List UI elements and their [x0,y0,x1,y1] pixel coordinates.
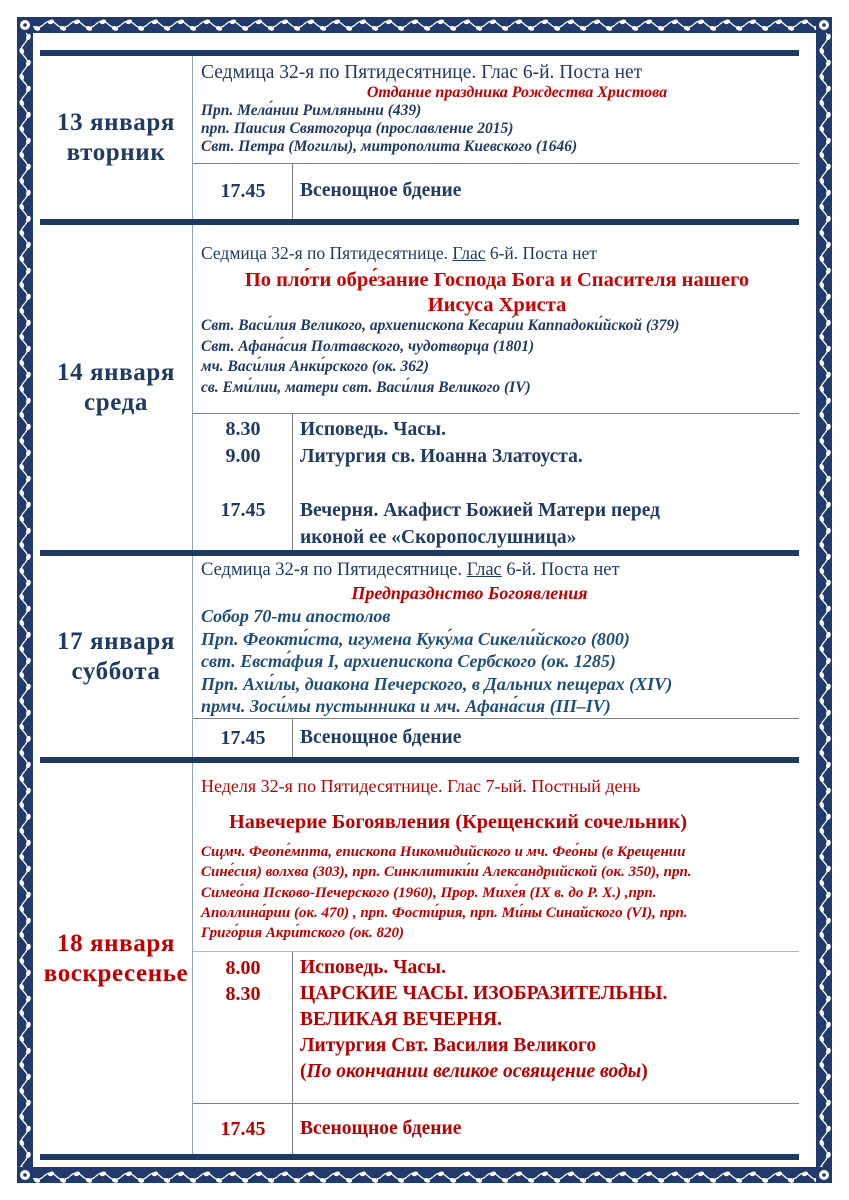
saint-line: свт. Евста́фия I, архиепископа Сербского (ок. 1285) [201,651,616,671]
service-line: ЦАРСКИЕ ЧАСЫ. ИЗОБРАЗИТЕЛЬНЫ. [300,983,668,1004]
service-description [293,981,667,1085]
service-block [193,413,799,550]
note-paren-close: ) [641,1061,648,1082]
service-description [293,727,461,750]
saint-line: Симео́на Псково-Печерского (1960), Прор. Михе́я (IX в. до Р. Х.) ,прп. [201,884,657,901]
day-content [193,225,799,550]
week-header-tone: 6-й. Поста нет [501,560,620,580]
service-row [193,416,799,443]
week-header-tone: 6-й. Поста нет [518,62,643,83]
saint-line: Прп. Мела́нии Римляныни (439) [201,102,422,119]
service-block [193,718,799,757]
glas-label: Глас [452,243,486,263]
feast-title: Навечерие Богоявления (Крещенский сочельник) [229,811,687,833]
saint-line: Свт. Петра (Могилы), митрополита Киевского (1646) [201,138,578,155]
service-line: Исповедь. Часы. [300,419,446,440]
week-header-tone: 6-й. Поста нет [485,243,597,263]
service-description [293,416,446,443]
service-description [293,497,660,551]
feast-title: По пло́ти обре́зание Господа Бога и Спасителя нашего [244,269,750,291]
service-time: 9.00 [225,445,261,467]
saint-line: Собор 70-ти апостолов [201,606,391,626]
date-label: 18 января [56,929,175,957]
border-left [17,17,33,1183]
day-14-january [40,225,799,550]
service-line: иконой ее «Скоропослушница» [300,527,577,548]
date-label: 14 января [56,358,175,386]
weekday-label: суббота [71,657,161,685]
week-header-text: Седмица 32-я по Пятидесятнице. [201,62,482,83]
service-description [293,443,583,470]
day-content [193,556,799,757]
week-header [201,62,793,84]
week-header [201,242,793,264]
service-row [193,497,799,551]
service-line: ВЕЛИКАЯ ВЕЧЕРНЯ. [300,1009,502,1030]
weekday-label: воскресенье [43,959,189,987]
feast-title: Иисуса Христа [427,294,567,316]
day-18-january [40,763,799,1154]
service-time: 8.00 [225,957,261,979]
day-13-january [40,56,799,219]
service-line: Исповедь. Часы. [300,957,446,978]
week-header-tone: 7-ый. Постный день [480,776,641,796]
service-time: 17.45 [220,726,266,749]
service-note [300,1059,667,1085]
day-info [193,225,799,413]
saint-line: Григо́рия Акри́тского (ок. 820) [201,925,405,942]
feast-title: Предпразднство Богоявления [351,583,588,603]
date-cell [40,556,193,757]
feast-title: Отдание праздника Рождества Христова [366,84,668,101]
service-line: Литургия Свт. Василия Великого [300,1035,597,1056]
note-text: По окончании великое освящение воды [306,1061,642,1082]
day-content [193,763,799,1154]
service-row [193,981,799,1085]
date-label: 13 января [56,108,175,136]
saint-line: Аполлина́рии (ок. 470) , прп. Фости́рия, прп. Ми́ны Синайского (VI), прп. [201,904,688,921]
service-time: 17.45 [220,1117,266,1140]
glas-label: Глас [446,776,481,796]
saint-line: Прп. Ахи́лы, диакона Печерского, в Дальних пещерах (XIV) [201,673,673,694]
date-cell [40,763,193,1154]
service-line: Вечерня. Акафист Божией Матери перед [300,500,660,521]
saint-line: Сине́сия) волхва (303), прп. Синклитики́и Александрийской (ок. 350), прп. [201,864,692,881]
date-cell [40,225,193,550]
service-block [193,951,799,1103]
week-header-text: Неделя 32-я по Пятидесятнице. [201,776,447,796]
service-block [193,1103,799,1154]
corner-flower-icon [17,1167,33,1183]
day-17-january [40,556,799,757]
saint-line: прмч. Зоси́мы пустынника и мч. Афана́сия (III–IV) [201,696,611,716]
saint-line: Свт. Афана́сия Полтавского, чудотворца (1801) [201,337,535,355]
service-line: Всенощное бдение [300,726,462,748]
week-header-text: Седмица 32-я по Пятидесятнице. [201,560,467,580]
service-row [193,955,799,981]
saints-list [201,102,793,156]
border-right [816,17,832,1183]
service-block [193,163,799,219]
corner-flower-icon [816,17,832,33]
weekday-label: среда [84,388,148,416]
service-description [293,1118,461,1141]
divider-bar [40,1154,799,1160]
saint-line: Свт. Васи́лия Великого, архиепископа Кесари́и Каппадоки́йской (379) [201,317,680,334]
border-top [17,17,832,33]
week-header [201,559,793,581]
service-description [293,955,446,981]
corner-flower-icon [816,1167,832,1183]
day-content [193,56,799,219]
service-time: 17.45 [220,499,266,521]
border-bottom [17,1167,832,1183]
service-line: Всенощное бдение [300,180,462,201]
note-paren-open: ( [300,1061,307,1082]
week-header-text: Седмица 32-я по Пятидесятнице. [201,243,453,263]
saint-line: Прп. Феокти́ста, игумена Куку́ма Сикели́йского (800) [201,628,630,649]
glas-label: Глас [481,62,518,83]
saints-list [201,316,793,398]
saints-list [201,605,793,718]
service-time: 17.45 [220,180,266,202]
service-line: Всенощное бдение [300,1117,462,1139]
week-header [201,775,793,797]
service-schedule [40,50,799,1160]
service-line: Литургия св. Иоанна Златоуста. [300,446,583,467]
day-info [193,556,799,718]
service-description [293,180,461,203]
saint-line: св. Еми́лии, матери свт. Васи́лия Великого (IV) [201,378,531,396]
saint-line: Сщмч. Феопе́мпта, епископа Никомидийского и мч. Фео́ны (в Крещении [201,844,686,860]
service-time: 8.30 [225,418,261,440]
service-row [193,727,461,750]
service-time: 8.30 [225,983,261,1005]
date-label: 17 января [56,627,175,655]
day-info [193,56,799,163]
saints-list [201,842,793,943]
date-cell [40,56,193,219]
service-row [193,180,461,203]
service-row [193,443,799,470]
corner-flower-icon [17,17,33,33]
day-info [193,763,799,951]
weekday-label: вторник [66,138,166,166]
saint-line: мч. Васи́лия Анки́рского (ок. 362) [201,358,429,375]
service-row [193,1118,461,1141]
glas-label: Глас [466,560,502,580]
saint-line: прп. Паисия Святогорца (прославление 2015) [201,120,514,137]
